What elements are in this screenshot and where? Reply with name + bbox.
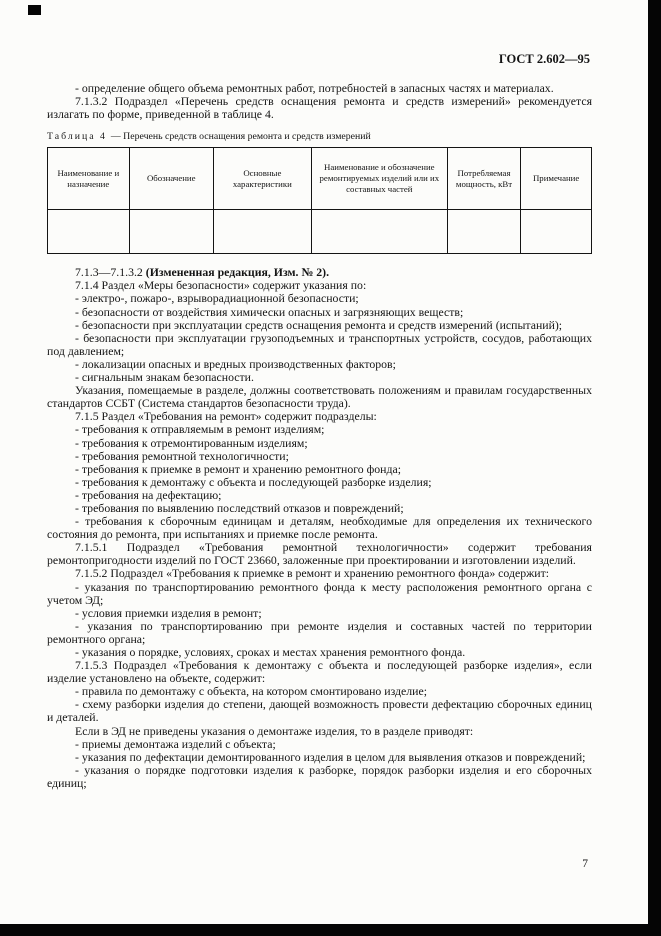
- scan-artifact-right: [648, 0, 661, 936]
- table-caption-text: — Перечень средств оснащения ремонта и средств измерений: [110, 131, 371, 143]
- table-empty-cell: [48, 210, 130, 254]
- paragraph-text: - определение общего объема ремонтных работ, потребностей в запасных частях и материалах.: [75, 81, 554, 95]
- table-empty-cell: [447, 210, 520, 254]
- table-empty-row: [48, 210, 592, 254]
- paragraph-text: - указания о порядке подготовки изделия к разборке, порядок разборки изделия и его сборочных единиц;: [47, 762, 592, 790]
- table-empty-cell: [311, 210, 447, 254]
- paragraph-text: - требования к отремонтированным изделиям;: [75, 435, 308, 450]
- paragraph-text: 7.1.5.1 Подраздел «Требования ремонтной технологичности» содержит требования ремонтопригодности изделий по ГОСТ 23660, заложенные при проектировании и изготовлении изделий.: [47, 540, 592, 568]
- paragraph-text: - локализации опасных и вредных производственных факторов;: [75, 356, 396, 371]
- paragraph-text: 7.1.3.2 Подраздел «Перечень средств оснащения ремонта и средств измерений» рекомендуется излагать по форме, приведенной в таблице 4.: [47, 94, 592, 122]
- paragraph-text: - требования ремонтной технологичности;: [75, 448, 289, 463]
- paragraph-text: 7.1.5.3 Подраздел «Требования к демонтажу с объекта и последующей разборке изделия», если изделие установлено на объекте, содержит:: [47, 658, 592, 686]
- paragraph-text: - требования к демонтажу с объекта и последующей разборке изделия;: [75, 474, 432, 489]
- paragraph-bold-text: (Измененная редакция, Изм. № 2).: [145, 265, 330, 280]
- table-caption-label: Таблица 4: [47, 131, 107, 143]
- paragraph-text: Указания, помещаемые в разделе, должны соответствовать положениям и правилам государственных стандартов ССБТ (Система стандартов безопасности труда).: [47, 383, 592, 411]
- paragraph-text: 7.1.3—7.1.3.2: [75, 265, 146, 280]
- table-column-header: Потребляемая мощность, кВт: [447, 148, 520, 210]
- paragraph-text: 7.1.4 Раздел «Меры безопасности» содержит указания по:: [75, 278, 367, 293]
- page-content: [47, 0, 592, 790]
- body-pre-table: [47, 82, 592, 121]
- paragraph: [47, 620, 592, 646]
- paragraph-text: - правила по демонтажу с объекта, на котором смонтировано изделие;: [75, 684, 427, 699]
- paragraph-text: - указания по транспортированию ремонтного фонда к месту расположения ремонтного органа с учетом ЭД;: [47, 579, 592, 607]
- paragraph-text: - требования к сборочным единицам и деталям, необходимые для определения их технического состояния до ремонта, при испытаниях и приемке после ремонта.: [47, 514, 592, 542]
- paragraph: [47, 95, 592, 121]
- table-empty-cell: [521, 210, 592, 254]
- document-code: ГОСТ 2.602—95: [498, 52, 590, 66]
- equipment-table: [47, 147, 592, 254]
- paragraph-text: - схему разборки изделия до степени, дающей возможность провести дефектацию сборочных единиц и деталей.: [47, 697, 592, 725]
- paragraph-text: - указания о порядке, условиях, сроках и местах хранения ремонтного фонда.: [75, 645, 466, 659]
- table-column-header: Примечание: [521, 148, 592, 210]
- paragraph-text: - требования к приемке в ремонт и хранению ремонтного фонда;: [75, 461, 402, 476]
- paragraph-text: - безопасности от воздействия химически опасных и загрязняющих веществ;: [75, 304, 464, 319]
- paragraph-text: - безопасности при эксплуатации средств оснащения ремонта и средств измерений (испытаний);: [75, 317, 563, 332]
- paragraph-text: Если в ЭД не приведены указания о демонтаже изделия, то в разделе приводят:: [75, 723, 474, 738]
- paragraph: [47, 581, 592, 607]
- paragraph: [47, 515, 592, 541]
- paragraph-text: 7.1.5 Раздел «Требования на ремонт» содержит подразделы:: [75, 409, 377, 424]
- table-column-header: Наименование и обозначение ремонтируемых изделий или их составных частей: [311, 148, 447, 210]
- paragraph-text: - приемы демонтажа изделий с объекта;: [75, 736, 276, 751]
- page-number: 7: [582, 858, 588, 870]
- paragraph-text: - требования к отправляемым в ремонт изделиям;: [75, 422, 325, 437]
- body-post-table: [47, 266, 592, 790]
- paragraph: [47, 659, 592, 685]
- paragraph-text: 7.1.5.2 Подраздел «Требования к приемке в ремонт и хранению ремонтного фонда» содержит:: [75, 566, 550, 581]
- paragraph-text: - безопасности при эксплуатации грузоподъемных и транспортных устройств, сосудов, работающих под давлением;: [47, 330, 592, 358]
- paragraph-text: - указания по транспортированию при ремонте изделия и составных частей по территории ремонтного органа;: [47, 618, 592, 646]
- table-caption: [47, 131, 592, 143]
- scan-artifact-bottom: [0, 924, 661, 936]
- paragraph-text: - условия приемки изделия в ремонт;: [75, 605, 262, 620]
- paragraph: [47, 541, 592, 567]
- table-column-header: Основные характеристики: [213, 148, 311, 210]
- paragraph-text: - электро-, пожаро-, взрыворадиационной безопасности;: [75, 291, 359, 306]
- scan-artifact-top-left: [28, 5, 41, 15]
- paragraph-text: - требования на дефектацию;: [75, 487, 222, 502]
- paragraph-text: - сигнальным знакам безопасности.: [75, 370, 254, 385]
- paragraph-text: - указания по дефектации демонтированного изделия в целом для выявления отказов и повреждений;: [75, 749, 586, 764]
- table-empty-cell: [213, 210, 311, 254]
- paragraph-text: - требования по выявлению последствий отказов и повреждений;: [75, 500, 404, 515]
- table-header-row: [48, 148, 592, 210]
- paragraph: [47, 698, 592, 724]
- table-empty-cell: [129, 210, 213, 254]
- paragraph: [47, 384, 592, 410]
- paragraph: [47, 764, 592, 790]
- table-column-header: Наименование и назначение: [48, 148, 130, 210]
- paragraph: [47, 332, 592, 358]
- table-column-header: Обозначение: [129, 148, 213, 210]
